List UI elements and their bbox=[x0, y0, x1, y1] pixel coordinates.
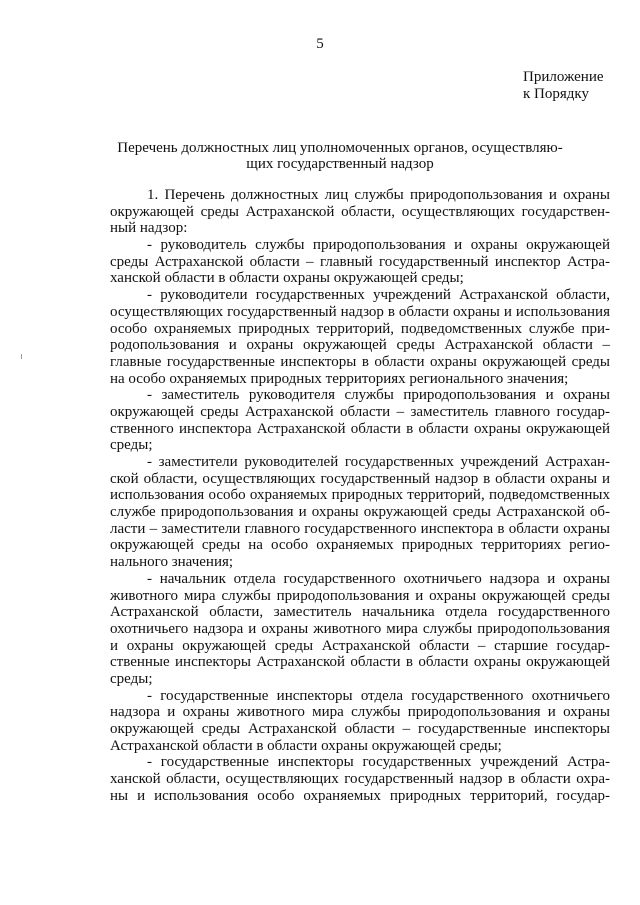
body-line: нального значения; bbox=[110, 554, 234, 571]
body-line: 1. Перечень должностных лиц службы природопользования и охраны bbox=[147, 187, 610, 203]
body-line: среды; bbox=[110, 670, 153, 687]
page-number: 5 bbox=[316, 36, 324, 52]
body-line: ны и использования особо охраняемых природных территорий, государ- bbox=[110, 787, 610, 804]
body-line: животного мира службы природопользования и охраны окружающей среды bbox=[110, 587, 610, 604]
appendix-heading bbox=[523, 69, 604, 103]
body-line: и охраны окружающей среды Астраханской области – старшие государ- bbox=[110, 637, 610, 654]
body-line: охотничьего надзора и охраны животного мира службы природопользования bbox=[110, 620, 610, 637]
appendix-line-2: к Порядку bbox=[523, 86, 589, 102]
body-line: окружающей среды на особо охраняемых природных территориях регио- bbox=[110, 537, 610, 554]
body-text bbox=[110, 187, 610, 804]
body-line: осуществляющих государственный надзор в области охраны и использования bbox=[110, 303, 610, 320]
body-line: - руководитель службы природопользования и охраны окружающей bbox=[147, 237, 610, 254]
body-line: Астраханской области, заместитель начальника отдела государственного bbox=[110, 604, 610, 621]
body-line: окружающей среды Астраханской области, осуществляющих государствен- bbox=[110, 203, 610, 220]
body-line: особо охраняемых природных территорий, подведомственных службе при- bbox=[110, 320, 610, 337]
body-line: - заместители руководителей государственных учреждений Астрахан- bbox=[147, 454, 610, 470]
body-line: среды Астраханской области – главный государственный инспектор Астра- bbox=[110, 253, 610, 270]
body-line: - государственные инспекторы государственных учреждений Астра- bbox=[147, 754, 610, 771]
body-line: - начальник отдела государственного охотничьего надзора и охраны bbox=[147, 570, 610, 587]
body-line: надзора и охраны животного мира службы природопользования и охраны bbox=[110, 704, 610, 721]
body-line: среды; bbox=[110, 437, 153, 454]
title-line-1: Перечень должностных лиц уполномоченных органов, осуществляю- bbox=[117, 140, 563, 156]
document-title bbox=[60, 140, 620, 172]
body-line: окружающей среды Астраханской области – заместитель главного государ- bbox=[110, 403, 610, 420]
body-line: на особо охраняемых природных территориях регионального значения; bbox=[110, 370, 569, 387]
body-line: ласти – заместители главного государственного инспектора в области охраны bbox=[110, 520, 610, 537]
title-line-2: щих государственный надзор bbox=[246, 156, 434, 172]
body-line: ханской области, осуществляющих государственный надзор в области охра- bbox=[110, 771, 610, 788]
body-line: ный надзор: bbox=[110, 220, 188, 237]
body-line: службе природопользования и охраны окружающей среды Астраханской об- bbox=[110, 504, 610, 521]
body-line: ственные инспекторы Астраханской области в области охраны окружающей bbox=[110, 654, 610, 671]
body-line: окружающей среды Астраханской области – государственные инспекторы bbox=[110, 721, 610, 737]
body-line: ственного инспектора Астраханской области в области охраны окружающей bbox=[110, 420, 610, 437]
margin-mark bbox=[21, 354, 22, 359]
body-line: использования особо охраняемых природных территорий, подведомственных bbox=[110, 487, 610, 504]
body-line: родопользования и охраны окружающей среды Астраханской области – bbox=[110, 337, 610, 354]
body-line: ской области, осуществляющих государственный надзор в области охраны и bbox=[110, 470, 610, 487]
body-line: - заместитель руководителя службы природопользования и охраны bbox=[147, 387, 610, 404]
body-line: Астраханской области в области охраны окружающей среды; bbox=[110, 737, 502, 754]
appendix-line-1: Приложение bbox=[523, 69, 604, 85]
body-line: - руководители государственных учреждений Астраханской области, bbox=[147, 287, 610, 304]
body-line: ханской области в области охраны окружающей среды; bbox=[110, 270, 464, 287]
body-line: - государственные инспекторы отдела государственного охотничьего bbox=[147, 687, 610, 704]
body-line: главные государственные инспекторы в области охраны окружающей среды bbox=[110, 353, 610, 370]
